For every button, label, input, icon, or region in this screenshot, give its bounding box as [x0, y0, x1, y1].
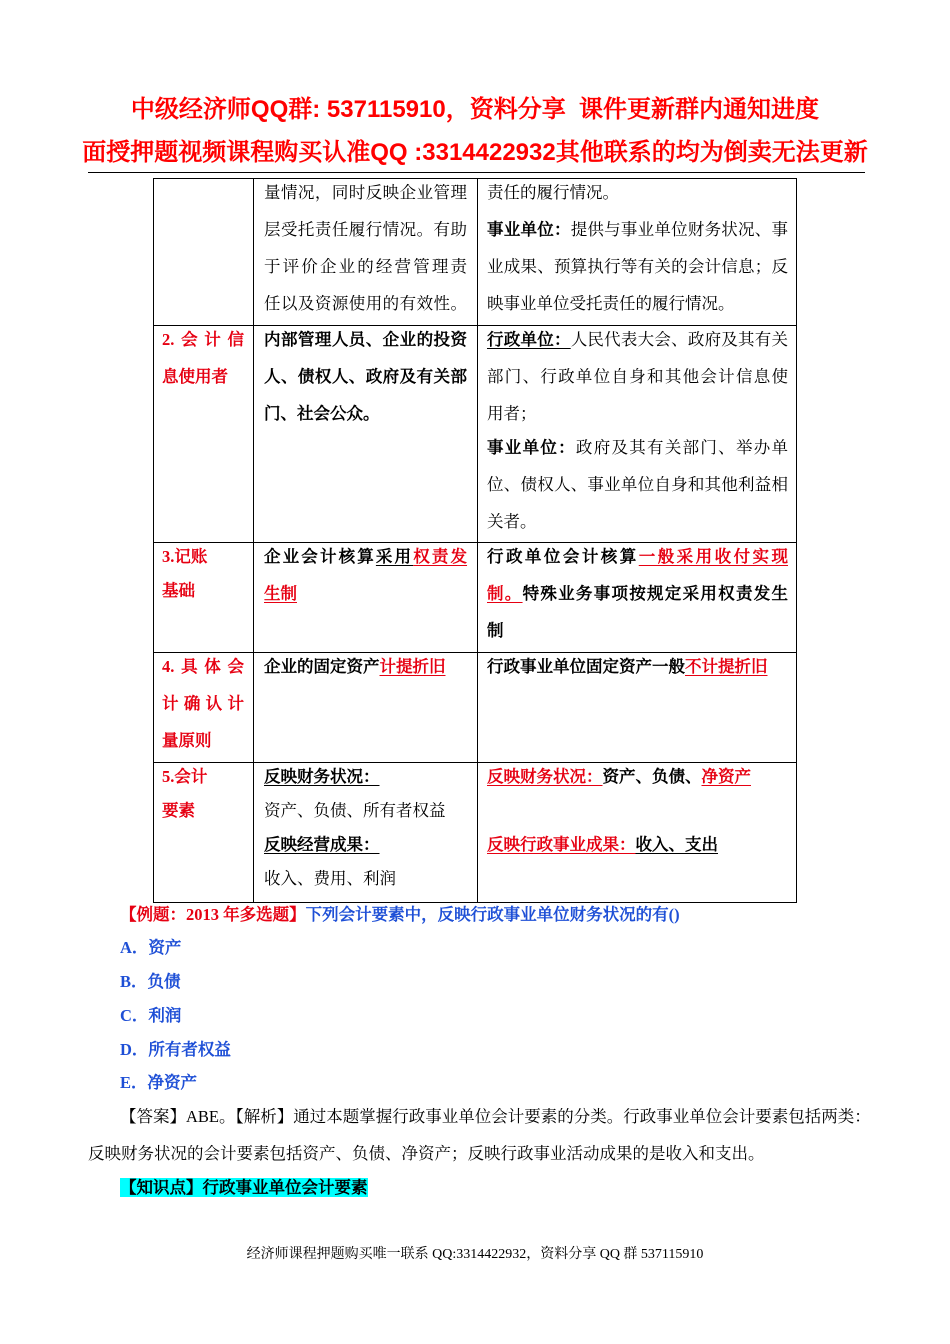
row-label-line: 基础 [162, 581, 195, 600]
enterprise-accounting-cell [254, 179, 478, 325]
row-label-cell [154, 653, 254, 762]
text-line [264, 543, 467, 580]
option-a: A．资产 [120, 938, 182, 957]
text-line [487, 763, 788, 797]
text-line [487, 253, 788, 290]
text-line [487, 543, 788, 580]
option-e: E．净资产 [120, 1073, 198, 1092]
text-line [487, 179, 788, 216]
text-run-bold: 资产、负债、 [602, 767, 702, 786]
text-run-bold: 门、社会公众。 [264, 404, 380, 423]
text-run-bold-underline: 反映经营成果： [264, 835, 380, 854]
row-label-cell [154, 543, 254, 652]
knowledge-point [88, 1174, 865, 1208]
text-run-red-underline: 净资产 [701, 767, 751, 786]
example-question-text: 下列会计要素中，反映行政事业单位财务状况的有() [305, 905, 680, 924]
text-line [487, 471, 788, 508]
text-run-red-underline: 制。 [487, 584, 523, 603]
text-line [264, 326, 467, 363]
text-line [264, 831, 467, 865]
text-line [487, 290, 788, 318]
text-line [264, 865, 467, 893]
government-accounting-cell [478, 653, 797, 762]
text-run: 用者； [487, 404, 537, 423]
text-run-bold: 制 [487, 621, 504, 640]
row-label-line: 要素 [162, 801, 195, 820]
row-label-line: 计确认计 [162, 694, 244, 713]
text-line [487, 653, 788, 681]
header-qq-group-line: 中级经济师QQ群: 537115910，资料分享 课件更新群内通知进度 [130, 96, 820, 123]
text-run-bold: 企业会计核算 [264, 547, 376, 566]
text-line [264, 253, 467, 290]
government-accounting-cell [478, 763, 797, 902]
text-line [264, 400, 467, 428]
text-line [487, 400, 788, 434]
text-run-bold-underline: 收入、支出 [635, 835, 718, 854]
row-label-line: 2.会计信 [162, 330, 244, 349]
text-run-bold-underline: 行政单位： [487, 330, 571, 349]
text-run-red-underline: 反映财务状况： [487, 767, 603, 786]
text-run-bold: 行政事业单位固定资产一般 [487, 657, 685, 676]
example-section [88, 901, 871, 1208]
header-contact-line: 面授押题视频课程购买认准QQ :3314422932其他联系的均为倒卖无法更新 [82, 139, 868, 166]
text-line [487, 326, 788, 363]
example-tag: 【例题：2013 年多选题】 [120, 905, 306, 924]
row-label-cell [154, 326, 254, 542]
text-run-bold: 特殊业务事项按规定采用权责发生 [522, 584, 788, 603]
row-label-line: 4.具体会 [162, 657, 244, 676]
blank-line [487, 797, 788, 831]
text-line [487, 617, 788, 645]
option-d: D．所有者权益 [120, 1040, 231, 1059]
government-accounting-cell [478, 179, 797, 325]
example-question [88, 901, 865, 934]
row-label-cell [154, 179, 254, 325]
knowledge-point-highlight: 【知识点】行政事业单位会计要素 [120, 1178, 368, 1197]
page-footer: 经济师课程押题购买唯一联系 QQ:3314422932，资料分享 QQ 群 537115910 [246, 1247, 704, 1262]
comparison-table [153, 178, 797, 903]
option-b: B．负债 [120, 972, 181, 991]
text-run: 量情况，同时反映企业管理 [264, 183, 467, 202]
text-run-bold-underline: 采用 [375, 547, 414, 566]
text-line [487, 508, 788, 536]
government-accounting-cell [478, 326, 797, 542]
text-run: 收入、费用、利润 [264, 869, 396, 888]
table-row [154, 179, 797, 326]
text-run-red-underline: 不计提折旧 [685, 657, 768, 676]
answer-explanation-line: 【答案】ABE。【解析】通过本题掌握行政事业单位会计要素的分类。行政事业单位会计要素包括两类： [120, 1107, 871, 1126]
text-line [487, 831, 788, 859]
text-line [264, 763, 467, 797]
enterprise-accounting-cell [254, 763, 478, 902]
text-run: 提供与事业单位财务状况、事 [570, 220, 789, 239]
text-line [264, 216, 467, 253]
text-line [487, 363, 788, 400]
enterprise-accounting-cell [254, 326, 478, 542]
text-run: 部门、行政单位自身和其他会计信息使 [487, 367, 788, 386]
text-run: 映事业单位受托责任的履行情况。 [487, 294, 735, 313]
row-label-line: 量原则 [162, 731, 212, 750]
government-accounting-cell [478, 543, 797, 652]
text-run: 资产、负债、所有者权益 [264, 801, 446, 820]
text-run-bold-underline: 反映财务状况： [264, 767, 380, 786]
text-run-red-underline: 一般采用收付实现 [638, 547, 789, 566]
text-line [264, 290, 467, 318]
answer-explanation-line: 反映财务状况的会计要素包括资产、负债、净资产；反映行政事业活动成果的是收入和支出。 [88, 1144, 765, 1163]
text-line [487, 434, 788, 471]
text-run-bold: 人、债权人、政府及有关部 [264, 367, 467, 386]
text-run-red-underline: 生制 [264, 584, 297, 603]
text-run: 于评价企业的经营管理责 [264, 257, 467, 276]
text-line [487, 580, 788, 617]
text-line [264, 363, 467, 400]
row-label-line: 息使用者 [162, 367, 228, 386]
text-line [264, 580, 467, 608]
text-run-bold: 内部管理人员、企业的投资 [264, 330, 467, 349]
text-run: 人民代表大会、政府及其有关 [570, 330, 789, 349]
table-row [154, 653, 797, 763]
text-run: 位、债权人、事业单位自身和其他利益相 [487, 475, 788, 494]
text-run-red-underline: 计提折旧 [379, 657, 446, 676]
text-run: 关者。 [487, 512, 537, 531]
table-row [154, 543, 797, 653]
row-label-line: 5.会计 [162, 767, 208, 786]
text-run: 政府及其有关部门、举办单 [575, 438, 788, 457]
text-run-red-underline: 反映行政事业成果： [487, 835, 636, 854]
enterprise-accounting-cell [254, 653, 478, 762]
text-line [264, 653, 467, 681]
text-line [264, 797, 467, 831]
text-run-red-underline: 权责发 [413, 547, 468, 566]
text-run: 业成果、预算执行等有关的会计信息；反 [487, 257, 788, 276]
text-run-bold: 企业的固定资产 [264, 657, 380, 676]
table-row [154, 326, 797, 543]
text-run: 层受托责任履行情况。有助 [264, 220, 467, 239]
text-run: 任以及资源使用的有效性。 [264, 294, 467, 313]
row-label-cell [154, 763, 254, 902]
option-c: C．利润 [120, 1006, 182, 1025]
text-line [264, 179, 467, 216]
text-run: 责任的履行情况。 [487, 183, 619, 202]
text-run-bold: 事业单位： [487, 438, 576, 457]
enterprise-accounting-cell [254, 543, 478, 652]
text-run-bold: 事业单位： [487, 220, 571, 239]
header-divider [88, 172, 865, 173]
text-line [487, 216, 788, 253]
row-label-line: 3.记账 [162, 547, 208, 566]
text-run-bold: 行政单位会计核算 [487, 547, 639, 566]
table-row [154, 763, 797, 903]
